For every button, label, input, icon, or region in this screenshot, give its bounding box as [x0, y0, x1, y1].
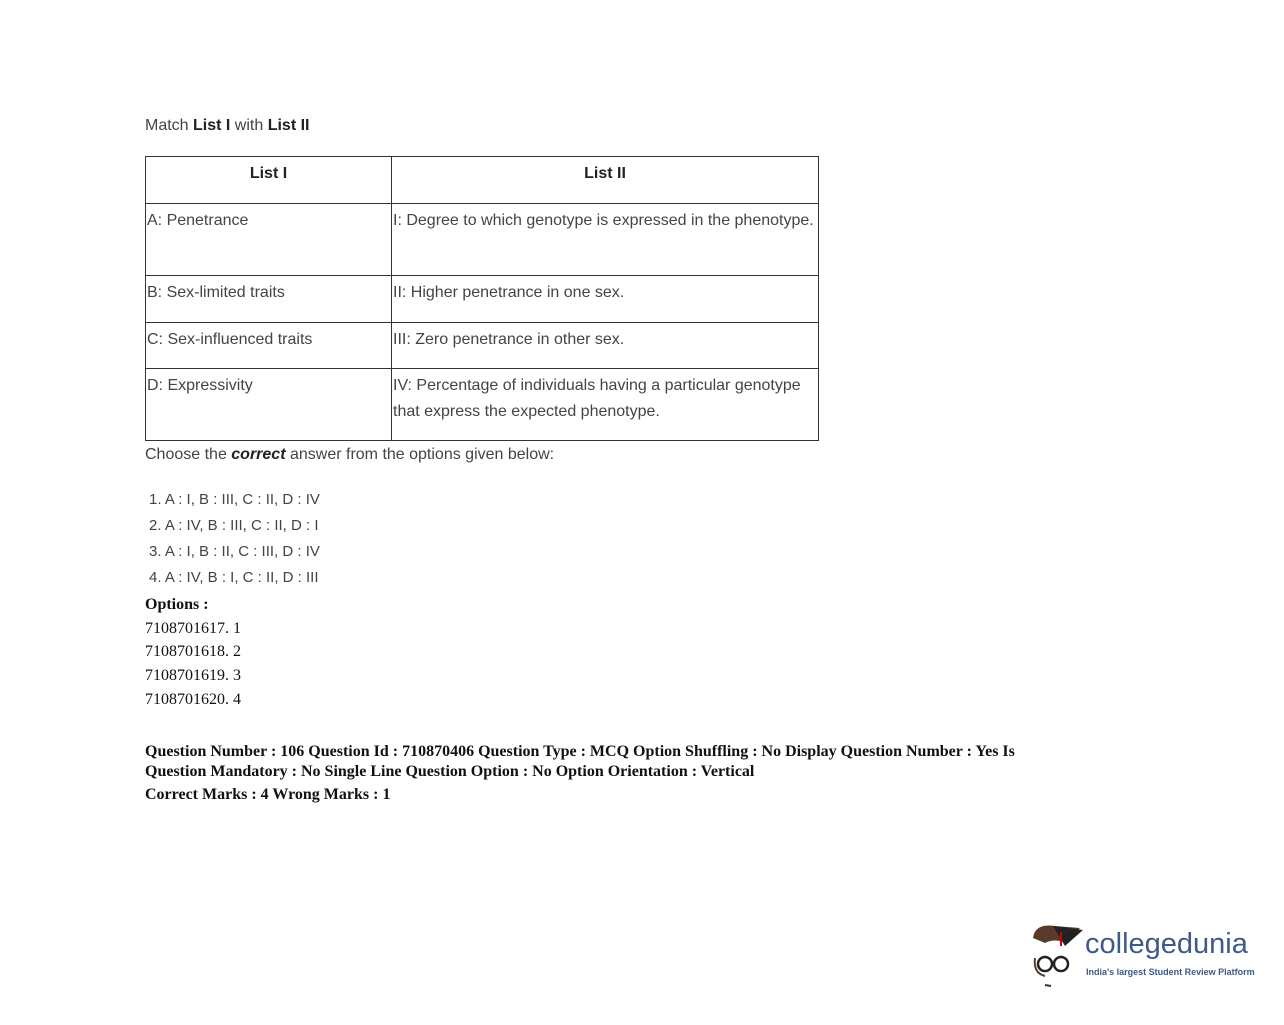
intro-text: Match [145, 117, 194, 134]
cell: III: Zero penetrance in other sex. [392, 323, 819, 369]
logo-name: collegedunia [1085, 928, 1248, 960]
mascot-icon [1025, 918, 1085, 988]
choice-item: 3. A : I, B : II, C : III, D : IV [149, 543, 320, 560]
options-label: Options : [145, 596, 209, 613]
cell: C: Sex-influenced traits [146, 323, 392, 369]
cell: B: Sex-limited traits [146, 276, 392, 323]
choice-item: 4. A : IV, B : I, C : II, D : III [149, 569, 319, 586]
list2-ref: List II [267, 117, 310, 134]
option-item: 7108701620. 4 [145, 690, 241, 708]
table-row [146, 369, 819, 441]
answer-choices [149, 487, 320, 591]
option-item: 7108701618. 2 [145, 643, 241, 661]
meta-line: Question Mandatory : No Single Line Question Option : No Option Orientation : Vertical [145, 762, 755, 780]
table-row [146, 276, 819, 323]
choice-item: 1. A : I, B : III, C : II, D : IV [149, 491, 320, 508]
header-list1: List I [146, 157, 392, 204]
list1-ref: List I [193, 117, 231, 134]
choose-emph: correct [231, 446, 286, 463]
logo-tagline: India's largest Student Review Platform [1086, 967, 1255, 977]
cell: II: Higher penetrance in one sex. [392, 276, 819, 323]
cell: A: Penetrance [146, 204, 392, 276]
meta-line: Question Number : 106 Question Id : 710870406 Question Type : MCQ Option Shuffling : No Display Question Number : Yes Is [145, 743, 1015, 760]
options-block [145, 593, 241, 712]
intro-text: with [230, 117, 268, 134]
option-item: 7108701619. 3 [145, 667, 241, 685]
choose-text: answer from the options given below: [285, 446, 555, 463]
question-metadata [145, 742, 1015, 805]
cell: IV: Percentage of individuals having a particular genotype that express the expected phenotype. [392, 369, 819, 441]
table-row [146, 323, 819, 369]
match-table [145, 156, 819, 441]
header-list2: List II [392, 157, 819, 204]
table-header-row [146, 157, 819, 204]
table-row [146, 204, 819, 276]
cell: I: Degree to which genotype is expressed in the phenotype. [392, 204, 819, 276]
collegedunia-logo [1025, 918, 1255, 988]
question-intro [145, 117, 309, 135]
choose-instruction [145, 446, 554, 464]
choose-text: Choose the [145, 446, 232, 463]
cell: D: Expressivity [146, 369, 392, 441]
meta-marks: Correct Marks : 4 Wrong Marks : 1 [145, 786, 391, 803]
choice-item: 2. A : IV, B : III, C : II, D : I [149, 517, 319, 534]
option-item: 7108701617. 1 [145, 619, 241, 637]
